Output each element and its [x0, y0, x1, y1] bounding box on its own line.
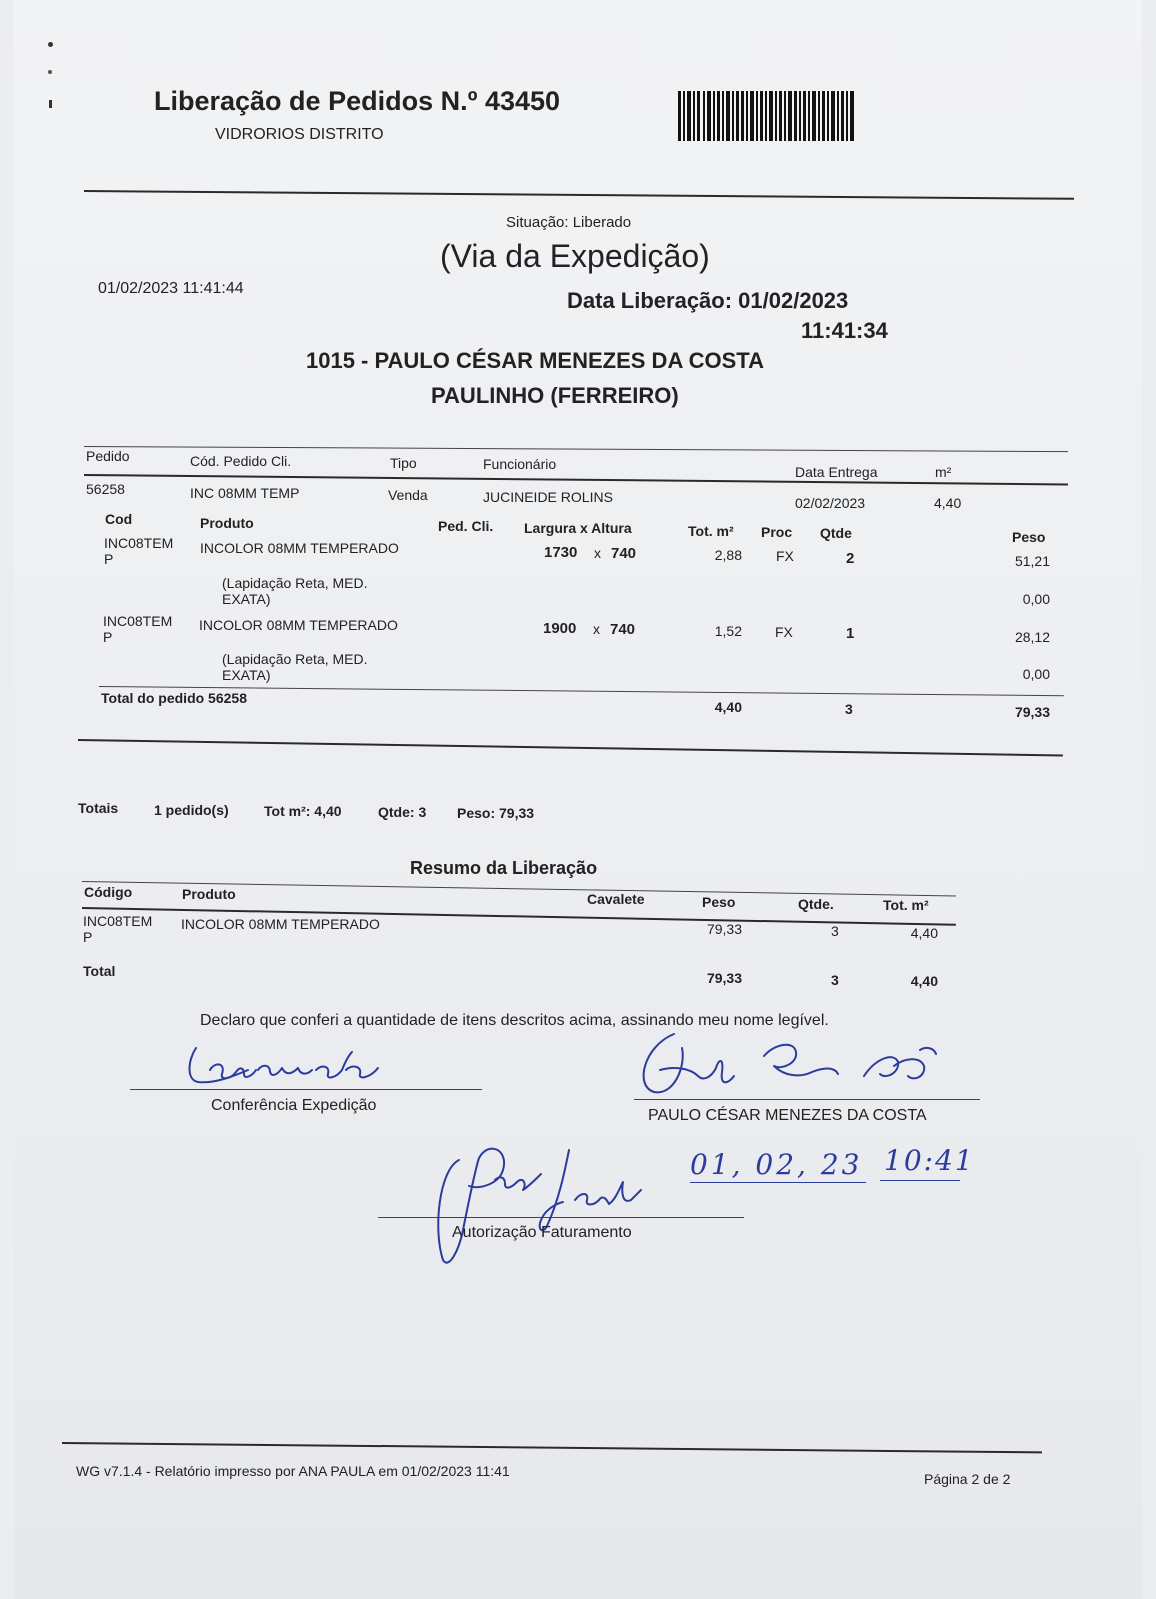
items-col-largura-altura: Largura x Altura — [524, 520, 632, 536]
item-1-largura: 1730 — [544, 544, 578, 561]
summary-total-label: Total — [83, 963, 116, 979]
declaration-text: Declaro que conferi a quantidade de itens descritos acima, assinando meu nome legível. — [200, 1012, 829, 1029]
col-funcionario: Funcionário — [483, 456, 557, 472]
summary-row-qtde: 3 — [831, 923, 839, 939]
client-name: 1015 - PAULO CÉSAR MENEZES DA COSTA — [306, 348, 764, 373]
item-1-produto: INCOLOR 08MM TEMPERADO — [200, 540, 399, 556]
item-2-processing: (Lapidação Reta, MED. EXATA) — [222, 651, 368, 683]
autorizacao-signature-line — [378, 1217, 744, 1218]
autorizacao-label: Autorização Faturamento — [452, 1224, 632, 1241]
item-1-proc: FX — [776, 548, 794, 564]
items-col-proc: Proc — [761, 524, 793, 540]
item-2-x: x — [593, 621, 600, 637]
item-2-processing-peso: 0,00 — [1022, 666, 1050, 682]
order-total-qtde: 3 — [845, 701, 853, 717]
summary-title: Resumo da Liberação — [410, 858, 598, 878]
client-nickname: PAULINHO (FERREIRO) — [431, 383, 679, 408]
client-handwritten-signature — [624, 1026, 964, 1106]
totals-tot-m2: Tot m²: 4,40 — [264, 803, 342, 819]
summary-col-cavalete: Cavalete — [587, 891, 645, 907]
item-1-processing: (Lapidação Reta, MED. EXATA) — [222, 575, 368, 607]
item-1-cod: INC08TEM P — [104, 535, 174, 567]
punch-hole-marks — [48, 42, 54, 112]
items-col-tot-m2: Tot. m² — [688, 523, 734, 539]
col-m2: m² — [935, 464, 952, 480]
order-cod-cli: INC 08MM TEMP — [190, 485, 300, 501]
col-tipo: Tipo — [390, 455, 417, 471]
item-2-altura: 740 — [610, 621, 636, 638]
order-header-bottom-rule — [84, 474, 1068, 485]
item-2-peso: 28,12 — [1014, 629, 1050, 645]
item-1-altura: 740 — [611, 545, 637, 562]
summary-row-codigo: INC08TEM P — [83, 913, 153, 945]
handwritten-date-underline — [690, 1182, 866, 1183]
handwritten-time-underline — [880, 1180, 960, 1181]
item-2-largura: 1900 — [543, 620, 577, 637]
totals-peso: Peso: 79,33 — [457, 805, 535, 821]
handwritten-date: 01, 02, 23 — [690, 1148, 863, 1181]
client-signature-label: PAULO CÉSAR MENEZES DA COSTA — [648, 1107, 927, 1124]
item-2-tot-m2: 1,52 — [714, 623, 742, 639]
item-1-x: x — [594, 545, 601, 561]
order-total-m2: 4,40 — [714, 699, 742, 715]
document-title: Liberação de Pedidos N.º 43450 — [154, 86, 561, 116]
col-data-entrega: Data Entrega — [795, 464, 878, 480]
summary-total-m2: 4,40 — [910, 973, 938, 989]
handwritten-time: 10:41 — [884, 1144, 975, 1177]
summary-col-qtde: Qtde. — [798, 896, 834, 912]
summary-total-qtde: 3 — [831, 972, 839, 988]
totals-label: Totais — [78, 800, 119, 816]
item-1-qtde: 2 — [846, 550, 855, 567]
document-page — [14, 0, 1142, 1599]
order-pedido: 56258 — [86, 481, 125, 497]
item-1-tot-m2: 2,88 — [714, 547, 742, 563]
summary-row-peso: 79,33 — [706, 921, 742, 937]
items-col-qtde: Qtde — [820, 525, 852, 541]
footer-page-number: Página 2 de 2 — [924, 1471, 1011, 1487]
item-2-produto: INCOLOR 08MM TEMPERADO — [199, 617, 398, 633]
summary-row-produto: INCOLOR 08MM TEMPERADO — [181, 916, 380, 932]
order-section-bottom-rule — [78, 739, 1063, 756]
items-col-produto: Produto — [200, 515, 254, 531]
order-tipo: Venda — [388, 487, 428, 503]
col-cod-pedido-cli: Cód. Pedido Cli. — [190, 453, 292, 469]
conferencia-label: Conferência Expedição — [211, 1097, 377, 1114]
totals-qtde: Qtde: 3 — [378, 804, 427, 820]
printed-at: 01/02/2023 11:41:44 — [98, 280, 244, 297]
summary-total-peso: 79,33 — [706, 970, 742, 986]
item-2-qtde: 1 — [846, 625, 855, 642]
summary-col-tot-m2: Tot. m² — [883, 897, 929, 913]
footer-report-info: WG v7.1.4 - Relatório impresso por ANA PAULA em 01/02/2023 11:41 — [76, 1463, 510, 1479]
summary-col-produto: Produto — [182, 886, 236, 902]
summary-row-tot-m2: 4,40 — [910, 925, 938, 941]
order-total-peso: 79,33 — [1014, 704, 1050, 720]
release-time: 11:41:34 — [801, 318, 888, 343]
status-label: Situação: Liberado — [506, 214, 632, 231]
order-m2: 4,40 — [934, 495, 962, 511]
order-header-top-rule — [84, 446, 1068, 452]
item-2-proc: FX — [775, 624, 793, 640]
autorizacao-handwritten-signature — [419, 1130, 659, 1270]
summary-col-codigo: Código — [84, 884, 133, 900]
items-col-peso: Peso — [1012, 529, 1046, 545]
order-total-label: Total do pedido 56258 — [101, 690, 247, 706]
order-funcionario: JUCINEIDE ROLINS — [483, 489, 613, 505]
via-label: (Via da Expedição) — [440, 238, 710, 274]
conferencia-signature-line — [130, 1089, 482, 1090]
order-data-entrega: 02/02/2023 — [795, 495, 866, 511]
item-2-cod: INC08TEM P — [103, 613, 173, 645]
item-1-peso: 51,21 — [1014, 553, 1050, 569]
items-col-ped-cli: Ped. Cli. — [438, 518, 494, 534]
totals-pedidos: 1 pedido(s) — [154, 802, 229, 818]
client-signature-line — [634, 1099, 980, 1100]
items-col-cod: Cod — [105, 511, 133, 527]
item-1-processing-peso: 0,00 — [1022, 591, 1050, 607]
conferencia-handwritten-signature — [174, 1040, 414, 1100]
barcode — [678, 91, 854, 141]
header-divider — [84, 190, 1074, 200]
company-name: VIDRORIOS DISTRITO — [215, 126, 384, 143]
col-pedido: Pedido — [86, 448, 130, 464]
footer-rule — [62, 1442, 1042, 1453]
summary-col-peso: Peso — [702, 894, 736, 910]
release-date: Data Liberação: 01/02/2023 — [567, 288, 849, 313]
